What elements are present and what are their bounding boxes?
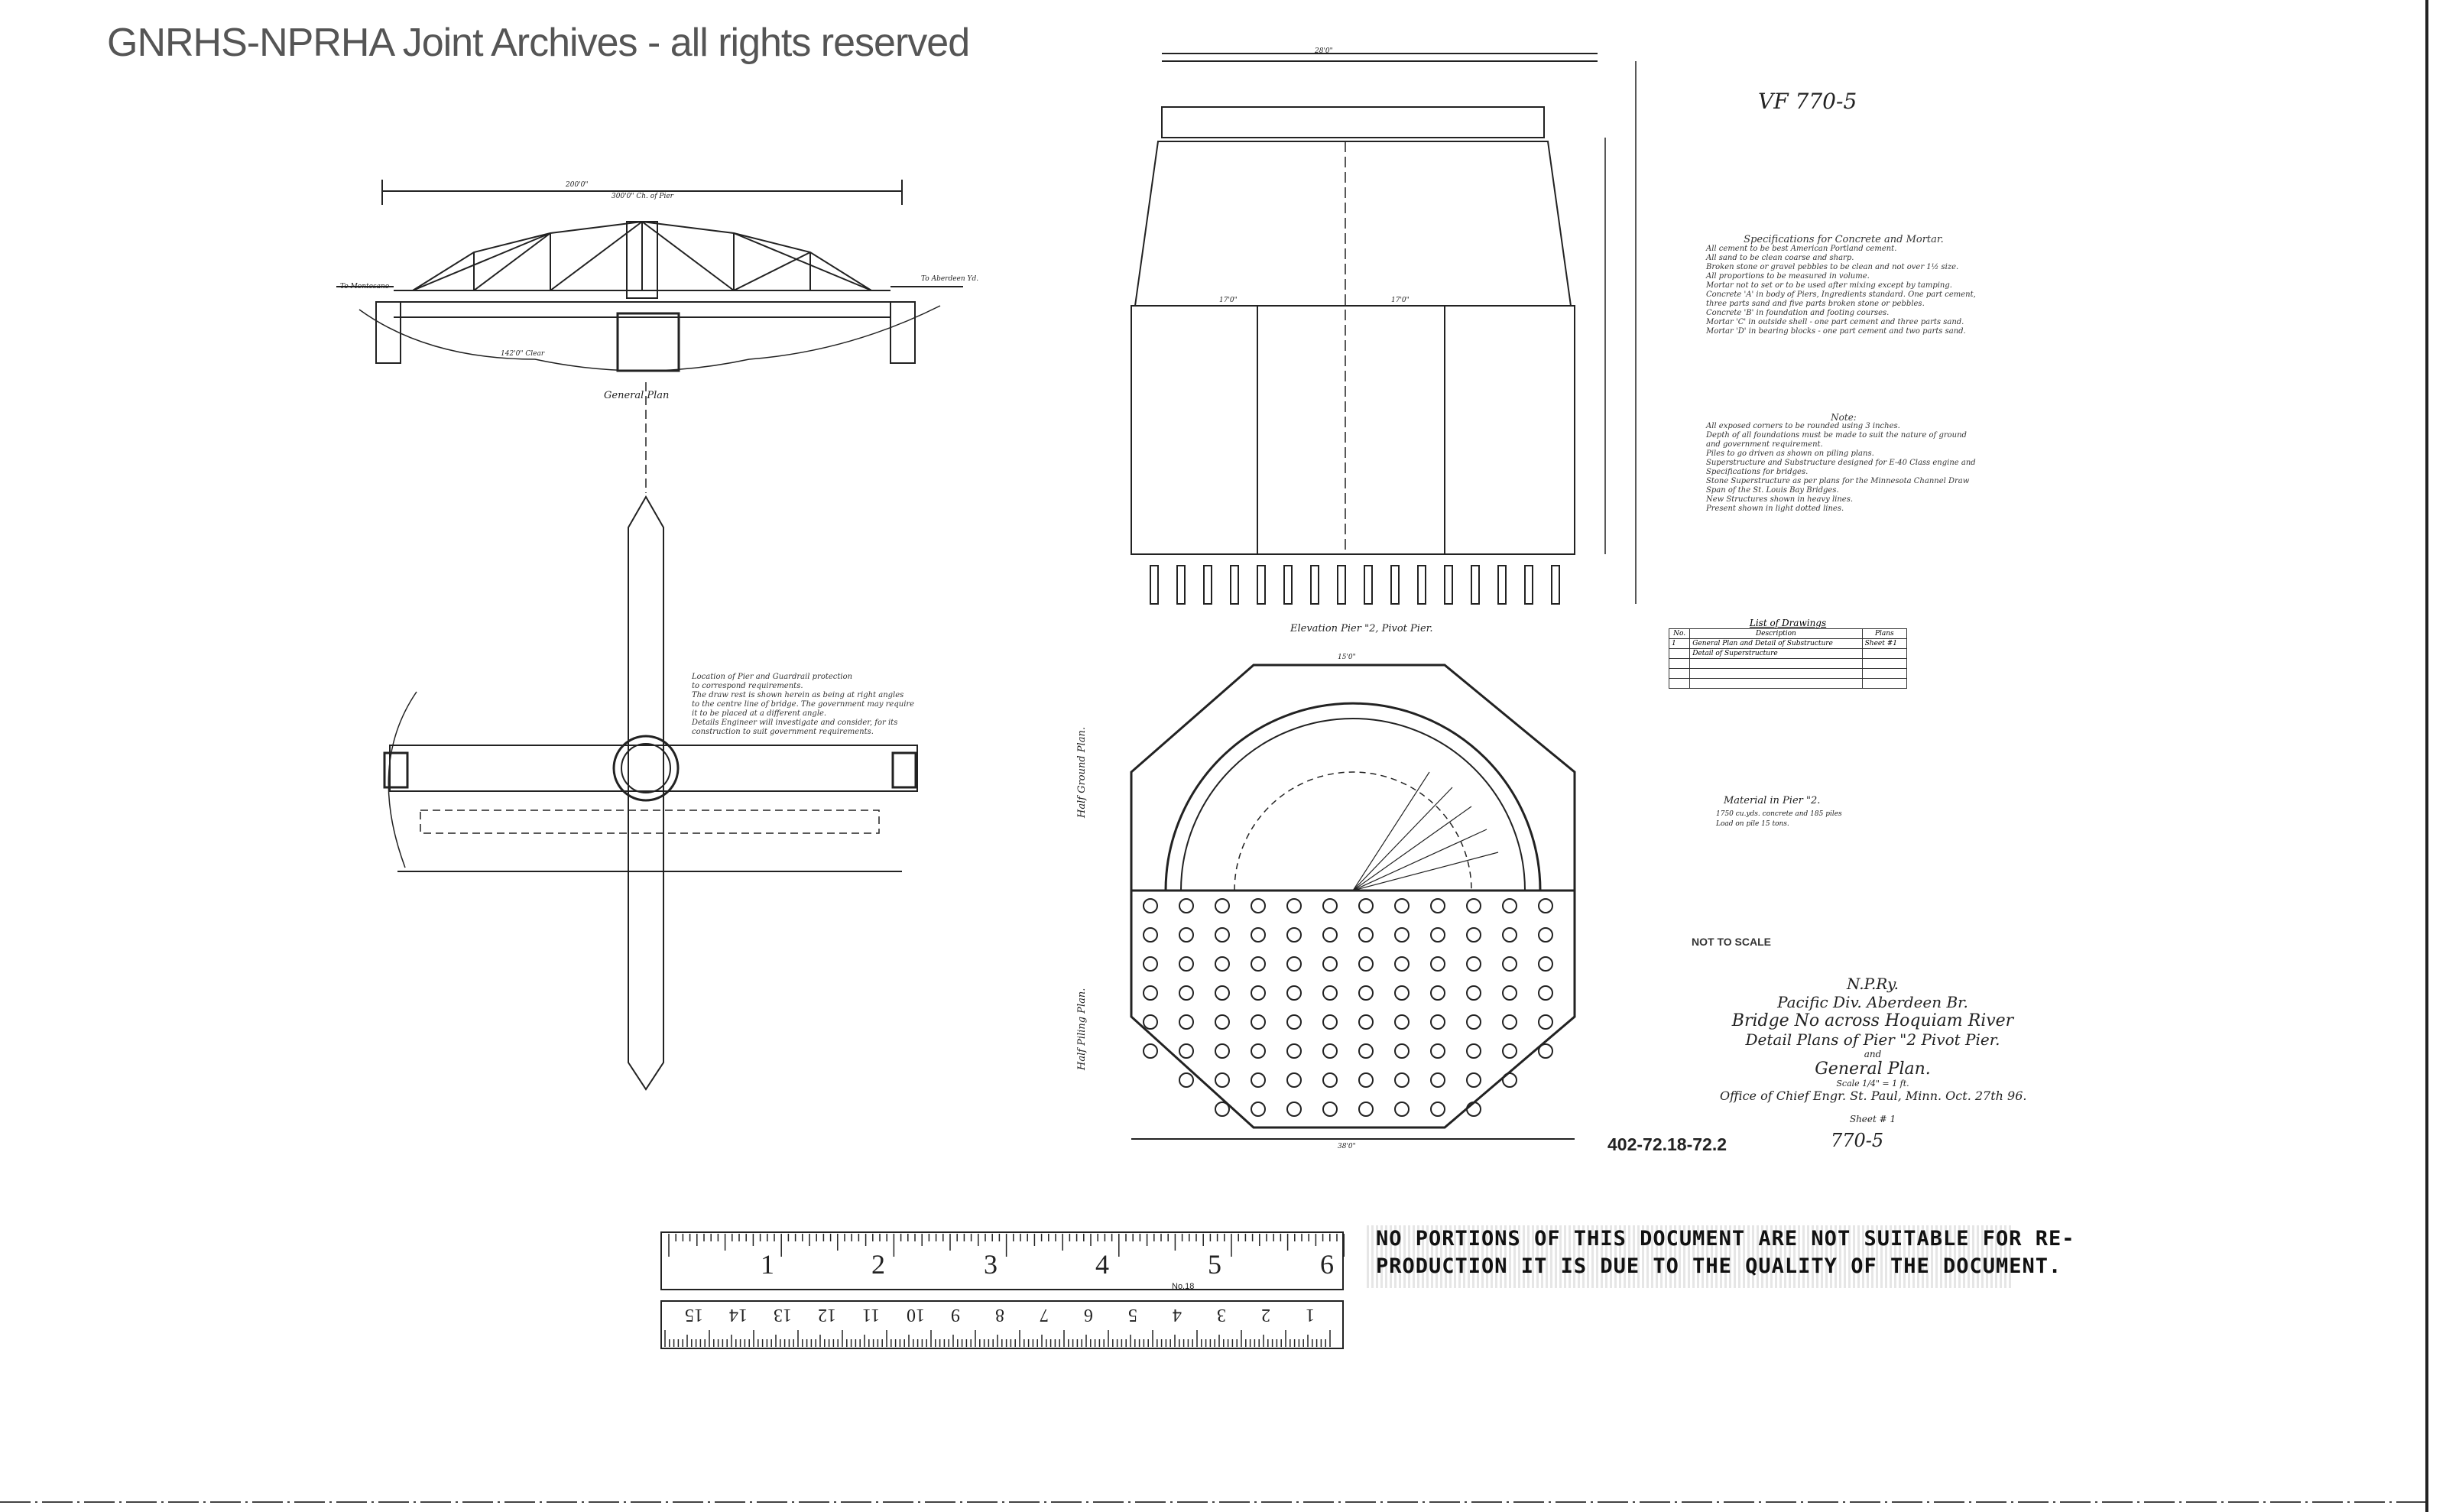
pile-marker — [1395, 1073, 1409, 1087]
ruler-inch-label: 6 — [1320, 1249, 1334, 1280]
pile-marker — [1215, 986, 1229, 1000]
title-block — [1720, 975, 2026, 1124]
pile-marker — [1431, 899, 1445, 913]
half-ground-plan-drawing — [1131, 665, 1575, 891]
location-note-line: The draw rest is shown herein as being at right angles — [692, 691, 904, 699]
pile-marker — [1215, 1015, 1229, 1029]
table-cell: Sheet #1 — [1862, 639, 1906, 649]
notes-block — [1706, 413, 1981, 514]
material-line: Load on pile 15 tons. — [1716, 820, 1789, 828]
location-note-line: it to be placed at a different angle. — [692, 709, 827, 718]
pile-marker — [1215, 957, 1229, 971]
pile-marker — [1215, 1044, 1229, 1058]
note-line: New Structures shown in heavy lines. — [1706, 495, 1854, 504]
pile-marker — [1287, 1015, 1301, 1029]
pile-marker — [1144, 928, 1157, 942]
notes-title: Note: — [1831, 412, 1857, 423]
pile-marker — [1395, 986, 1409, 1000]
pile-marker — [1179, 928, 1193, 942]
pile-marker — [1179, 957, 1193, 971]
table-cell — [1669, 649, 1690, 659]
dim-base-width: 38'0" — [1338, 1143, 1356, 1150]
spec-line: All sand to be clean coarse and sharp. — [1706, 254, 1854, 262]
table-cell: Detail of Superstructure — [1690, 649, 1862, 659]
dim-half-width-left: 17'0" — [1219, 297, 1238, 304]
dim-ground-width: 15'0" — [1338, 654, 1356, 661]
pile-marker — [1359, 986, 1373, 1000]
drawing-number-handwritten: 770-5 — [1831, 1130, 1884, 1151]
pile-marker — [1503, 899, 1517, 913]
list-of-drawings-title: List of Drawings — [1749, 618, 1827, 628]
material-title: Material in Pier "2. — [1724, 795, 1821, 806]
pile-marker — [1144, 1044, 1157, 1058]
dim-half-width-right: 17'0" — [1391, 297, 1410, 304]
note-line: Piles to go driven as shown on piling plans. — [1706, 449, 1874, 458]
pile-marker — [1251, 1015, 1265, 1029]
half-ground-plan-label: Half Ground Plan. — [1076, 727, 1088, 818]
title-railway: N.P.Ry. — [1846, 975, 1899, 993]
specifications-block — [1706, 235, 1981, 336]
spec-line: Concrete 'B' in foundation and footing courses. — [1706, 309, 1890, 317]
table-cell — [1862, 649, 1906, 659]
pile-marker — [1431, 1015, 1445, 1029]
pile-marker — [1431, 928, 1445, 942]
spec-line: Mortar 'D' in bearing blocks - one part cement and two parts sand. — [1706, 327, 1966, 336]
location-note-line: Location of Pier and Guardrail protection — [692, 673, 853, 681]
title-plan: General Plan. — [1815, 1059, 1931, 1079]
ruler-inch-label: 1 — [761, 1249, 774, 1280]
pile-marker — [1503, 928, 1517, 942]
warning-line: NO PORTIONS OF THIS DOCUMENT ARE NOT SUITABLE FOR RE- — [1376, 1227, 2075, 1251]
ruler-cm-label: 10 — [907, 1305, 925, 1325]
ruler-cm-label: 11 — [862, 1305, 881, 1325]
pile-marker — [1323, 1044, 1337, 1058]
pile-marker — [1539, 899, 1552, 913]
pile-marker — [1503, 1073, 1517, 1087]
location-note-line: to correspond requirements. — [692, 682, 803, 690]
table-row — [1669, 639, 1907, 649]
ruler-cm-label: 2 — [1261, 1305, 1270, 1325]
table-header: Plans — [1862, 629, 1906, 639]
half-piling-plan-label: Half Piling Plan. — [1076, 988, 1088, 1070]
pile-marker — [1179, 1073, 1193, 1087]
not-to-scale-label: NOT TO SCALE — [1692, 936, 1771, 948]
location-note — [692, 673, 921, 737]
pile-marker — [1539, 957, 1552, 971]
pile-marker — [1323, 1015, 1337, 1029]
spec-line: Concrete 'A' in body of Piers, Ingredients standard. One part cement, three parts sand and five parts broken stone or pebbles. — [1706, 290, 1976, 308]
pile-marker — [1431, 957, 1445, 971]
pile-marker — [1431, 1044, 1445, 1058]
title-bridge: Bridge No across Hoquiam River — [1731, 1011, 2014, 1030]
pile-marker — [1287, 928, 1301, 942]
spec-line: Mortar not to set or to be used after mixing except by tamping. — [1706, 281, 1952, 290]
pile-marker — [1503, 1015, 1517, 1029]
note-line: Superstructure and Substructure designed for E-40 Class engine and Specifications for bridges. — [1706, 459, 1976, 476]
pile-marker — [1467, 957, 1481, 971]
ruler-inch-label: 2 — [871, 1249, 885, 1280]
ruler-brand: No.18 — [1172, 1282, 1195, 1291]
pile-marker — [1503, 986, 1517, 1000]
pile-marker — [1467, 1102, 1481, 1116]
spec-line: Mortar 'C' in outside shell - one part cement and three parts sand. — [1706, 318, 1964, 326]
sheet-code: VF 770-5 — [1758, 89, 1857, 114]
pile-marker — [1467, 1015, 1481, 1029]
pile-marker — [1287, 1102, 1301, 1116]
pile-marker — [1144, 899, 1157, 913]
ruler-cm-label: 5 — [1128, 1305, 1137, 1325]
to-montesano-label: To Montesano — [340, 283, 390, 290]
pile-marker — [1467, 986, 1481, 1000]
pile-marker — [1323, 1102, 1337, 1116]
pile-marker — [1359, 1015, 1373, 1029]
table-header-row — [1669, 629, 1907, 639]
title-office: Office of Chief Engr. St. Paul, Minn. Oct. 27th 96. — [1720, 1089, 2027, 1103]
location-note-line: Details Engineer will investigate and consider, for its — [692, 719, 898, 727]
pile-marker — [1467, 1044, 1481, 1058]
ruler-cm-label: 3 — [1217, 1305, 1226, 1325]
pile-marker — [1359, 899, 1373, 913]
ruler-cm-label: 14 — [729, 1305, 748, 1325]
pile-marker — [1467, 1073, 1481, 1087]
ruler-cm-label: 1 — [1306, 1305, 1315, 1325]
pile-marker — [1359, 928, 1373, 942]
ruler-inch-label: 3 — [984, 1249, 998, 1280]
ruler-cm-label: 13 — [774, 1305, 792, 1325]
pile-marker — [1251, 986, 1265, 1000]
pivot-plan-view — [384, 497, 917, 1089]
pile-marker — [1287, 899, 1301, 913]
pile-marker — [1215, 1073, 1229, 1087]
table-row — [1669, 659, 1907, 669]
dim-top-width: 28'0" — [1315, 47, 1333, 55]
quality-warning-stamp — [1367, 1225, 2075, 1288]
pile-marker — [1359, 957, 1373, 971]
pile-marker — [1287, 957, 1301, 971]
pile-marker — [1251, 1073, 1265, 1087]
pile-marker — [1251, 957, 1265, 971]
pile-marker — [1251, 1102, 1265, 1116]
pile-marker — [1359, 1044, 1373, 1058]
ruler-cm-label: 7 — [1040, 1305, 1049, 1325]
pile-marker — [1539, 986, 1552, 1000]
note-line: Stone Superstructure as per plans for the Minnesota Channel Draw Span of the St. Louis Bay Bridges. — [1706, 477, 1970, 495]
pile-marker — [1431, 1102, 1445, 1116]
pile-marker — [1251, 928, 1265, 942]
dim-total-length: 200'0" — [566, 181, 589, 189]
ruler-cm-label: 12 — [818, 1305, 836, 1325]
to-aberdeen-label: To Aberdeen Yd. — [921, 275, 979, 283]
location-note-line: to the centre line of bridge. The government may require — [692, 700, 915, 709]
pile-marker — [1395, 1015, 1409, 1029]
pile-marker — [1144, 957, 1157, 971]
spec-line: All proportions to be measured in volume. — [1706, 272, 1870, 281]
note-line: All exposed corners to be rounded using 3 inches. — [1706, 422, 1900, 430]
pile-marker — [1179, 1044, 1193, 1058]
table-row — [1669, 679, 1907, 689]
table-row — [1669, 649, 1907, 659]
pile-marker — [1287, 1044, 1301, 1058]
archive-watermark: GNRHS-NPRHA Joint Archives - all rights reserved — [107, 21, 970, 65]
title-and: and — [1864, 1049, 1882, 1059]
pile-marker — [1179, 986, 1193, 1000]
list-of-drawings-table — [1669, 618, 1907, 689]
spec-line: Broken stone or gravel pebbles to be clean and not over 1½ size. — [1706, 263, 1959, 271]
ruler-inch-label: 5 — [1208, 1249, 1221, 1280]
pile-marker — [1467, 928, 1481, 942]
pile-marker — [1539, 1044, 1552, 1058]
material-line: 1750 cu.yds. concrete and 185 piles — [1716, 810, 1842, 818]
pile-marker — [1323, 957, 1337, 971]
drawing-number: 402-72.18-72.2 — [1607, 1134, 1727, 1154]
pile-marker — [1539, 1015, 1552, 1029]
pile-marker — [1287, 1073, 1301, 1087]
table-header: No. — [1669, 629, 1690, 639]
pile-marker — [1395, 928, 1409, 942]
pile-marker — [1503, 1044, 1517, 1058]
general-plan-label: General Plan — [604, 390, 670, 401]
pile-marker — [1323, 928, 1337, 942]
pile-marker — [1251, 1044, 1265, 1058]
pile-marker — [1144, 986, 1157, 1000]
ruler-cm-label: 9 — [951, 1305, 960, 1325]
warning-line: PRODUCTION IT IS DUE TO THE QUALITY OF THE DOCUMENT. — [1376, 1254, 2062, 1278]
pile-marker — [1323, 1073, 1337, 1087]
table-cell: 1 — [1669, 639, 1690, 649]
title-division: Pacific Div. Aberdeen Br. — [1777, 993, 1968, 1011]
pile-marker — [1539, 928, 1552, 942]
specs-title: Specifications for Concrete and Mortar. — [1744, 234, 1944, 245]
table-cell: General Plan and Detail of Substructure — [1690, 639, 1862, 649]
pile-marker — [1395, 899, 1409, 913]
title-scale: Scale 1/4" = 1 ft. — [1836, 1079, 1909, 1089]
spec-line: All cement to be best American Portland cement. — [1706, 245, 1897, 253]
pile-marker — [1431, 986, 1445, 1000]
pile-marker — [1395, 957, 1409, 971]
pile-marker — [1215, 1102, 1229, 1116]
pile-marker — [1359, 1073, 1373, 1087]
pile-marker — [1215, 899, 1229, 913]
pile-marker — [1503, 957, 1517, 971]
table-header: Description — [1690, 629, 1862, 639]
ruler-inch-label: 4 — [1095, 1249, 1109, 1280]
pile-marker — [1467, 899, 1481, 913]
pile-marker — [1431, 1073, 1445, 1087]
pier-elevation-drawing — [1131, 54, 1636, 604]
title-detail: Detail Plans of Pier "2 Pivot Pier. — [1745, 1030, 2000, 1049]
pile-marker — [1179, 899, 1193, 913]
pile-marker — [1395, 1044, 1409, 1058]
ruler-cm-label: 6 — [1084, 1305, 1093, 1325]
truss-bridge-elevation — [336, 180, 963, 371]
title-sheet: Sheet # 1 — [1849, 1114, 1896, 1124]
pile-marker — [1251, 899, 1265, 913]
location-note-line: construction to suit government requirements. — [692, 728, 874, 736]
pile-marker — [1287, 986, 1301, 1000]
pile-marker — [1144, 1015, 1157, 1029]
note-line: Depth of all foundations must be made to suit the nature of ground and government requirement. — [1706, 431, 1967, 449]
ruler-cm-label: 15 — [685, 1305, 703, 1325]
ruler-cm-label: 4 — [1173, 1305, 1182, 1325]
ruler-cm-label: 8 — [995, 1305, 1004, 1325]
dim-c-to-c: 300'0" Ch. of Pier — [612, 193, 673, 200]
pile-marker — [1323, 899, 1337, 913]
pile-marker — [1323, 986, 1337, 1000]
table-row — [1669, 669, 1907, 679]
pile-marker — [1215, 928, 1229, 942]
pile-marker — [1359, 1102, 1373, 1116]
note-line: Present shown in light dotted lines. — [1706, 505, 1844, 513]
elevation-label: Elevation Pier "2, Pivot Pier. — [1290, 623, 1433, 634]
dim-span-clear: 142'0" Clear — [501, 350, 545, 358]
pile-marker — [1395, 1102, 1409, 1116]
pile-marker — [1179, 1015, 1193, 1029]
